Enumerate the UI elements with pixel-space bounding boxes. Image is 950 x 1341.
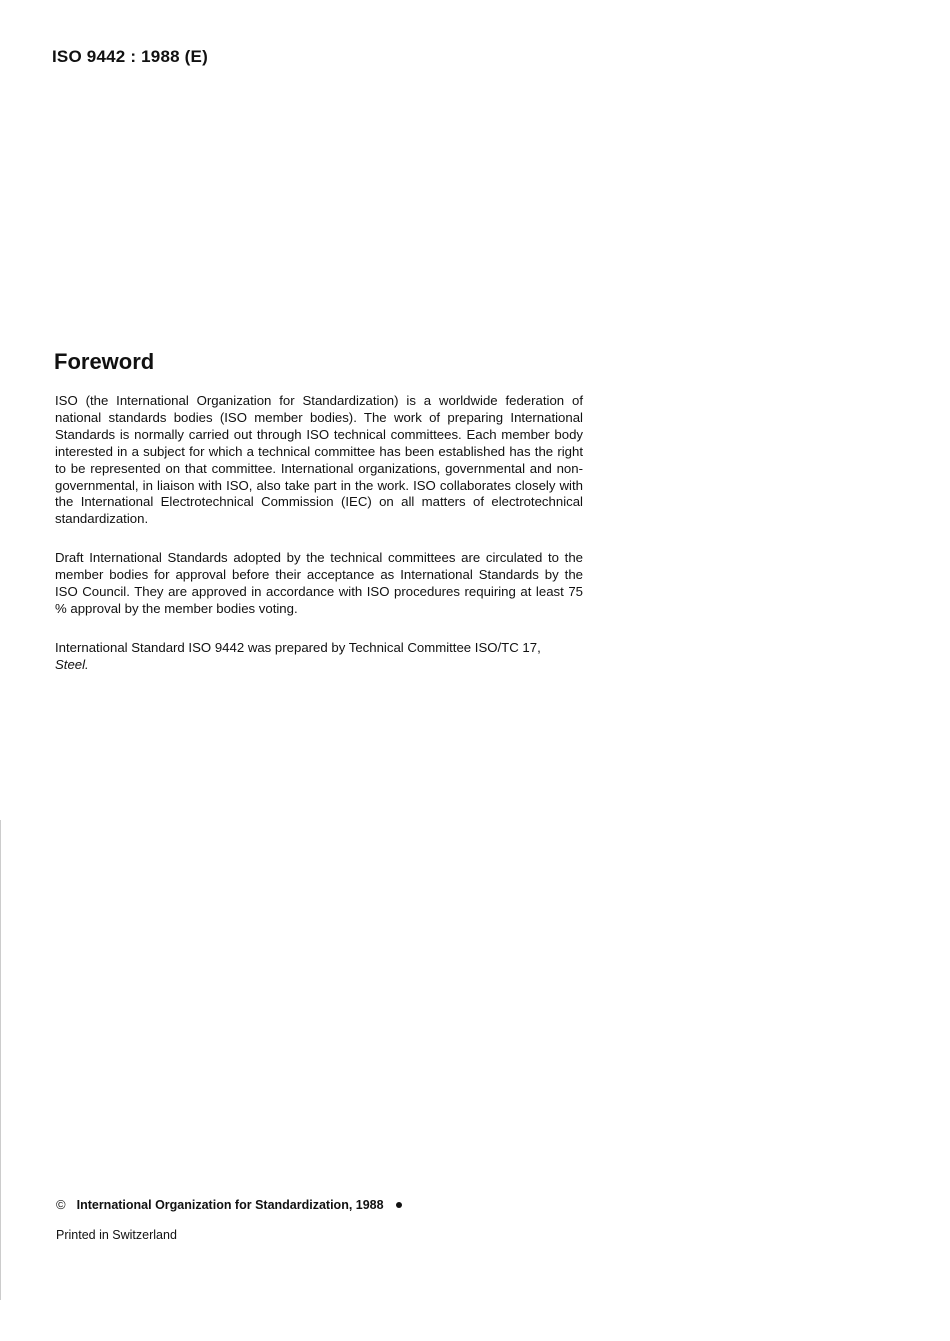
copyright-icon: ©	[56, 1197, 66, 1212]
bullet-icon	[396, 1202, 402, 1208]
foreword-heading: Foreword	[54, 349, 155, 374]
foreword-paragraph-1: ISO (the International Organization for Standardization) is a worldwide federation of national standards bodies (ISO member bodies). The work of preparing International Standards is normally carried out through ISO technical committees. Each member body interested in a subject for which a technical committee has been established has the right to be represented on that committee. International organizations, governmental and non-governmental, in liaison with ISO, also take part in the work. ISO collaborates closely with the International Electrotechnical Commission (IEC) on all matters of electrotechnical standardization.	[55, 393, 583, 527]
foreword-body	[55, 393, 583, 696]
foreword-paragraph-2: Draft International Standards adopted by the technical committees are circulated to the member bodies for approval before their acceptance as International Standards by the ISO Council. They are approved in accordance with ISO procedures requiring at least 75 % approval by the member bodies voting.	[55, 550, 583, 616]
standard-identifier: ISO 9442 : 1988 (E)	[52, 47, 208, 66]
foreword-paragraph-3-committee: Steel.	[55, 656, 89, 672]
copyright-text: International Organization for Standardization, 1988	[76, 1197, 384, 1212]
copyright-line	[56, 1197, 402, 1212]
scan-edge-mark	[0, 820, 1, 1300]
printed-location: Printed in Switzerland	[56, 1228, 177, 1242]
foreword-paragraph-3	[55, 640, 583, 674]
foreword-paragraph-3-text: International Standard ISO 9442 was prepared by Technical Committee ISO/TC 17,	[55, 639, 541, 655]
